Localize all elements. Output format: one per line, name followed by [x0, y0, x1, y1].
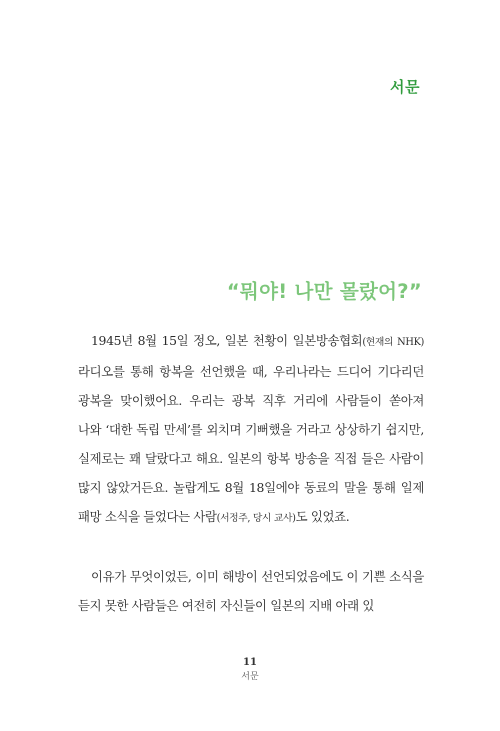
chapter-quote: “뭐야! 나만 몰랐어?”	[226, 280, 422, 303]
body-text	[78, 326, 424, 620]
inline-annotation: (서정주, 당시 교사)	[216, 513, 296, 524]
body-paragraph	[78, 326, 424, 533]
paragraph-text: 라디오를 통해 항복을 선언했을 때, 우리나라는 드디어 기다리던 광복을 맞이했어요. 우리는 광복 직후 거리에 사람들이 쏟아져 나와 ‘대한 독립 만세’를 외치며 기뻐했을 거라고 상상하기 쉽지만, 실제로는 꽤 달랐다고 해요. 일본의 항복 방송을 직접 들은 사람이 많지 않았거든요. 놀랍게도 8월 18일에야 동료의 말을 통해 일제 패망 소식을 들었다는 사람	[78, 364, 424, 524]
paragraph-text: 이유가 무엇이었든, 이미 해방이 선언되었음에도 이 기쁜 소식을 듣지 못한 사람들은 여전히 자신들이 일본의 지배 아래 있	[78, 569, 424, 613]
body-paragraph	[78, 562, 424, 620]
paragraph-text: 도 있었죠.	[295, 509, 350, 524]
paragraph-text: 1945년 8월 15일 정오, 일본 천황이 일본방송협회	[91, 333, 363, 348]
page-number: 11	[243, 657, 257, 668]
running-title: 서문	[241, 672, 259, 682]
section-title: 서문	[390, 78, 420, 96]
inline-annotation: (현재의 NHK)	[362, 337, 425, 348]
